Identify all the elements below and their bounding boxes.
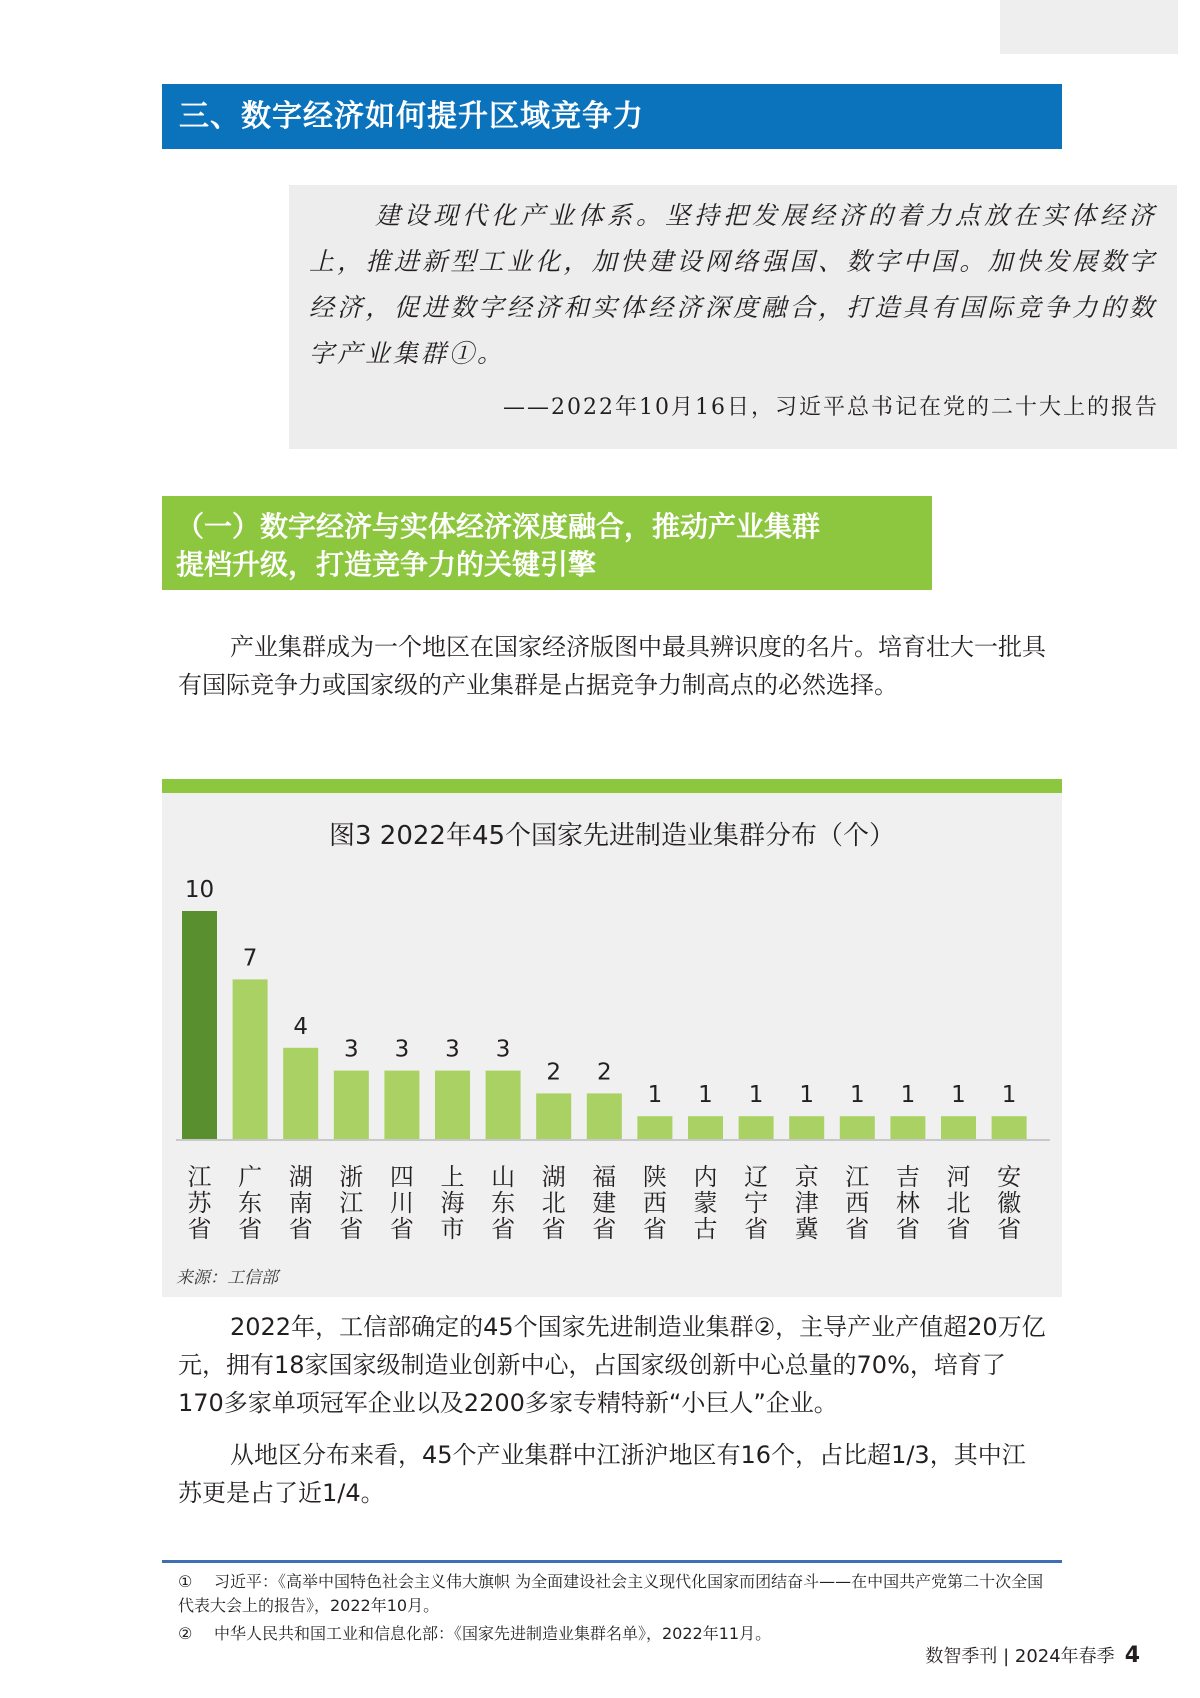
publication-name: 数智季刊 | 2024年春季 <box>925 1646 1115 1667</box>
section-title: 三、数字经济如何提升区域竞争力 <box>162 84 1062 149</box>
bar-value-label-9: 1 <box>647 1082 663 1109</box>
category-label-14: 吉林省 <box>895 1163 920 1243</box>
bar-value-label-14: 1 <box>900 1082 916 1109</box>
category-label-1: 广东省 <box>238 1163 263 1243</box>
bar-16 <box>992 1116 1027 1139</box>
category-label-10: 内蒙古 <box>693 1163 718 1243</box>
bar-13 <box>840 1116 875 1139</box>
bar-value-label-10: 1 <box>698 1082 713 1109</box>
category-label-3: 浙江省 <box>339 1163 364 1243</box>
bar-value-label-5: 3 <box>445 1036 460 1063</box>
bar-value-label-3: 3 <box>343 1036 359 1063</box>
paragraph-3: 从地区分布来看，45个产业集群中江浙沪地区有16个，占比超1/3，其中江苏更是占了近1/4。 <box>178 1441 1026 1507</box>
subsection-title <box>162 496 932 590</box>
chart-source: 来源：工信部 <box>176 1268 278 1288</box>
paragraph-1: 产业集群成为一个地区在国家经济版图中最具辨识度的名片。培育壮大一批具有国际竞争力或国家级的产业集群是占据竞争力制高点的必然选择。 <box>178 633 1046 699</box>
bar-8 <box>587 1093 622 1139</box>
quote-text: 建设现代化产业体系。坚持把发展经济的着力点放在实体经济上，推进新型工业化，加快建设网络强国、数字中国。加快发展数字经济，促进数字经济和实体经济深度融合，打造具有国际竞争力的数字产业集群①。 <box>309 201 1157 368</box>
bar-4 <box>384 1071 419 1139</box>
bar-3 <box>334 1071 369 1139</box>
bar-9 <box>637 1116 672 1139</box>
page-number: 4 <box>1124 1643 1140 1668</box>
bar-value-label-7: 2 <box>546 1059 562 1086</box>
category-label-2: 湖南省 <box>288 1163 313 1243</box>
category-label-16: 安徽省 <box>997 1163 1022 1243</box>
category-label-13: 江西省 <box>845 1163 870 1243</box>
bar-value-label-13: 1 <box>849 1082 865 1109</box>
bar-value-label-8: 2 <box>596 1059 612 1086</box>
bar-5 <box>435 1071 470 1139</box>
bar-value-label-1: 7 <box>242 945 258 972</box>
category-label-8: 福建省 <box>592 1163 617 1243</box>
category-label-6: 山东省 <box>491 1163 516 1243</box>
footnote-1-text: 习近平：《高举中国特色社会主义伟大旗帜 为全面建设社会主义现代化国家而团结奋斗——在中国共产党第二十次全国代表大会上的报告》，2022年10月。 <box>178 1572 1044 1615</box>
bar-0 <box>182 911 217 1139</box>
subsection-title-line2: 提档升级，打造竞争力的关键引擎 <box>176 548 597 581</box>
footnote-divider <box>162 1560 1062 1563</box>
paragraph-2: 2022年，工信部确定的45个国家先进制造业集群②，主导产业产值超20万亿元，拥有18家国家级制造业创新中心，占国家级创新中心总量的70%，培育了170多家单项冠军企业以及2200多家专精特新“小巨人”企业。 <box>178 1313 1046 1417</box>
bar-value-label-2: 4 <box>293 1013 309 1040</box>
category-label-0: 江苏省 <box>187 1163 212 1243</box>
bar-1 <box>233 979 268 1139</box>
category-label-12: 京津冀 <box>794 1163 819 1243</box>
category-label-11: 辽宁省 <box>744 1163 769 1243</box>
bar-value-label-0: 10 <box>184 877 215 903</box>
bar-14 <box>890 1116 925 1139</box>
bar-7 <box>536 1093 571 1139</box>
bar-value-label-6: 3 <box>495 1036 511 1063</box>
quote-attribution: ——2022年10月16日，习近平总书记在党的二十大上的报告 <box>503 395 1159 420</box>
quote-box <box>289 185 1177 449</box>
chart-title: 图3 2022年45个国家先进制造业集群分布（个） <box>328 821 896 851</box>
bar-value-label-15: 1 <box>951 1082 966 1109</box>
category-label-5: 上海市 <box>440 1163 465 1243</box>
category-label-7: 湖北省 <box>541 1163 566 1243</box>
bar-11 <box>739 1116 774 1139</box>
bar-value-label-16: 1 <box>1001 1082 1017 1109</box>
bar-chart <box>162 793 1062 1263</box>
footnote-2-text: 中华人民共和国工业和信息化部：《国家先进制造业集群名单》，2022年11月。 <box>214 1624 772 1643</box>
bar-value-label-11: 1 <box>748 1082 764 1109</box>
footnote-1-number: ① <box>178 1572 193 1591</box>
category-label-9: 陕西省 <box>642 1163 667 1243</box>
bar-12 <box>789 1116 824 1139</box>
bar-value-label-12: 1 <box>799 1082 815 1109</box>
bar-value-label-4: 3 <box>394 1036 410 1063</box>
subsection-title-line1: （一）数字经济与实体经济深度融合，推动产业集群 <box>176 510 821 543</box>
category-label-4: 四川省 <box>389 1163 414 1243</box>
bar-10 <box>688 1116 723 1139</box>
footnote-2-number: ② <box>178 1624 193 1643</box>
category-label-15: 河北省 <box>946 1163 971 1243</box>
chart-container <box>162 779 1062 1297</box>
bar-2 <box>283 1048 318 1139</box>
page-footer <box>925 1642 1140 1668</box>
corner-tab <box>1000 0 1178 54</box>
footnote-1 <box>178 1570 1058 1618</box>
bar-6 <box>486 1071 521 1139</box>
bar-15 <box>941 1116 976 1139</box>
